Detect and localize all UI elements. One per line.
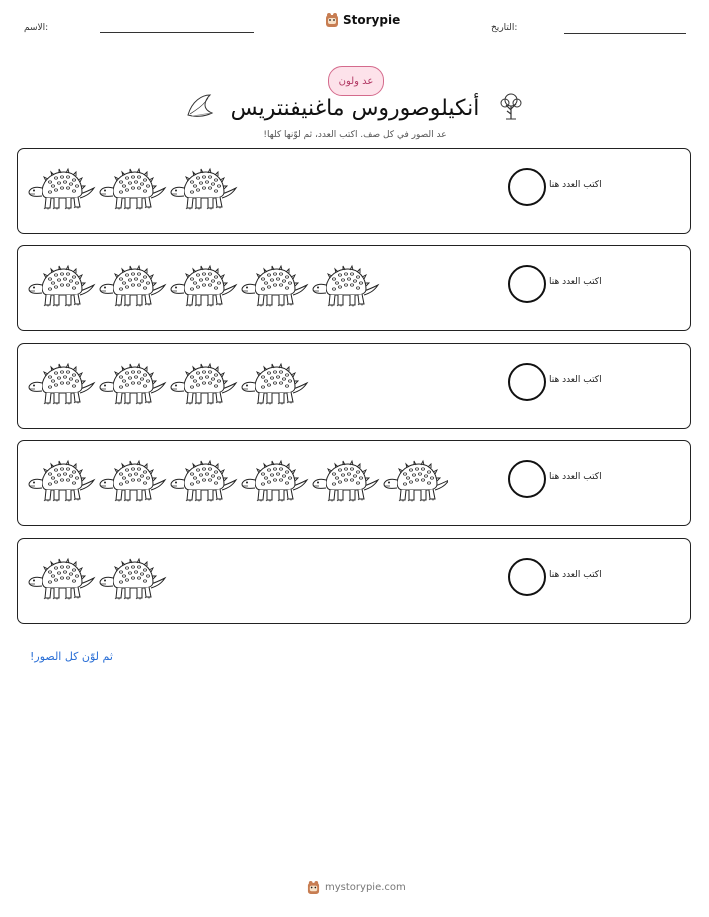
answer-prompt: اكتب العدد هنا [549, 570, 602, 580]
name-line[interactable] [100, 32, 254, 33]
date-label: التاريخ: [491, 23, 518, 33]
ankylosaurus-icon[interactable] [29, 364, 94, 405]
page-title: أنكيلوصوروس ماغنيفنتريس [230, 96, 480, 121]
ankylosaurus-icon[interactable] [100, 461, 165, 502]
count-and-color-badge: عد ولون [328, 66, 384, 96]
ankylosaurus-icon[interactable] [29, 266, 94, 307]
ankylosaurus-icon[interactable] [29, 461, 94, 502]
ankylosaurus-icon[interactable] [313, 266, 378, 307]
answer-circle[interactable] [508, 558, 546, 596]
dino-group [28, 165, 448, 215]
ankylosaurus-icon[interactable] [100, 266, 165, 307]
count-row-3 [17, 343, 691, 429]
answer-prompt: اكتب العدد هنا [549, 277, 602, 287]
ankylosaurus-icon[interactable] [313, 461, 378, 502]
dino-group [28, 457, 448, 507]
dino-group [28, 262, 448, 312]
answer-prompt: اكتب العدد هنا [549, 472, 602, 482]
storypie-mascot-icon [325, 12, 339, 28]
tree-icon [498, 92, 524, 120]
storypie-logo [325, 12, 400, 28]
answer-prompt: اكتب العدد هنا [549, 375, 602, 385]
count-row-2 [17, 245, 691, 331]
ankylosaurus-icon[interactable] [242, 266, 307, 307]
ankylosaurus-icon[interactable] [29, 169, 94, 210]
answer-circle[interactable] [508, 265, 546, 303]
brand-name: Storypie [343, 13, 401, 27]
ankylosaurus-icon[interactable] [171, 266, 236, 307]
storypie-mascot-icon [307, 880, 320, 895]
instructions: عد الصور في كل صف. اكتب العدد، ثم لوّنها كلها! [263, 130, 447, 140]
answer-prompt: اكتب العدد هنا [549, 180, 602, 190]
ankylosaurus-icon[interactable] [171, 169, 236, 210]
answer-circle[interactable] [508, 168, 546, 206]
ankylosaurus-icon[interactable] [242, 364, 307, 405]
ankylosaurus-icon[interactable] [29, 559, 94, 600]
date-line[interactable] [564, 33, 686, 34]
count-row-4 [17, 440, 691, 526]
ankylosaurus-icon[interactable] [384, 461, 448, 502]
ankylosaurus-icon[interactable] [171, 461, 236, 502]
ankylosaurus-icon[interactable] [100, 169, 165, 210]
name-label: الاسم: [24, 23, 49, 33]
color-all-note: ثم لوّن كل الصور! [30, 650, 113, 663]
ankylosaurus-icon[interactable] [100, 559, 165, 600]
answer-circle[interactable] [508, 460, 546, 498]
footer [307, 880, 406, 895]
ankylosaurus-icon[interactable] [171, 364, 236, 405]
ankylosaurus-icon[interactable] [242, 461, 307, 502]
footer-url: mystorypie.com [325, 882, 406, 893]
leaf-icon [186, 93, 214, 119]
dino-group [28, 360, 448, 410]
count-row-5 [17, 538, 691, 624]
answer-circle[interactable] [508, 363, 546, 401]
ankylosaurus-icon[interactable] [100, 364, 165, 405]
count-row-1 [17, 148, 691, 234]
dino-group [28, 555, 448, 605]
